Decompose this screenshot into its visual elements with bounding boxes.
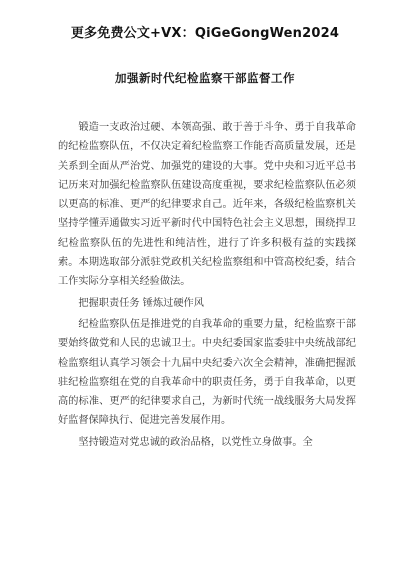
document-body xyxy=(58,118,356,454)
document-title: 加强新时代纪检监察干部监督工作 xyxy=(115,71,295,85)
body-paragraph-continued: 坚持锻造对党忠诚的政治品格，以党性立身做事。全 xyxy=(78,436,313,448)
body-paragraph-intro: 锻造一支政治过硬、本领高强、敢于善于斗争、勇于自我革命的纪检监察队伍，不仅决定着纪检监察工作能否高质量发展，还是关系到全面从严治党、加强党的建设的大事。党中央和习近平总书记历来对加强纪检监察队伍建设高度重视，要求纪检监察队伍必须以更高的标准、更严的纪律要求自己。近年来，各级纪检监察机关坚持学懂弄通做实习近平新时代中国特色社会主义思想，围绕捍卫纪检监察队伍的先进性和纯洁性，进行了许多积极有益的实践探索。本期选取部分派驻党政机关纪检监察组和中管高校纪委，结合工作实际分享相关经验做法。 xyxy=(58,122,356,288)
body-paragraph: 纪检监察队伍是推进党的自我革命的重要力量，纪检监察干部要始终做党和人民的忠诚卫士。中央纪委国家监委驻中央统战部纪检监察组认真学习领会十九届中央纪委六次全会精神，准确把握派驻纪检监察组在党的自我革命中的职责任务，勇于自我革命，以更高的标准、更严的纪律要求自己，为新时代统一战线服务大局发挥好监督保障执行、促进完善发展作用。 xyxy=(58,318,356,427)
section-heading: 把握职责任务 锤炼过硬作风 xyxy=(78,297,204,309)
promo-banner: 更多免费公文+VX：QiGeGongWen2024 xyxy=(70,26,340,41)
